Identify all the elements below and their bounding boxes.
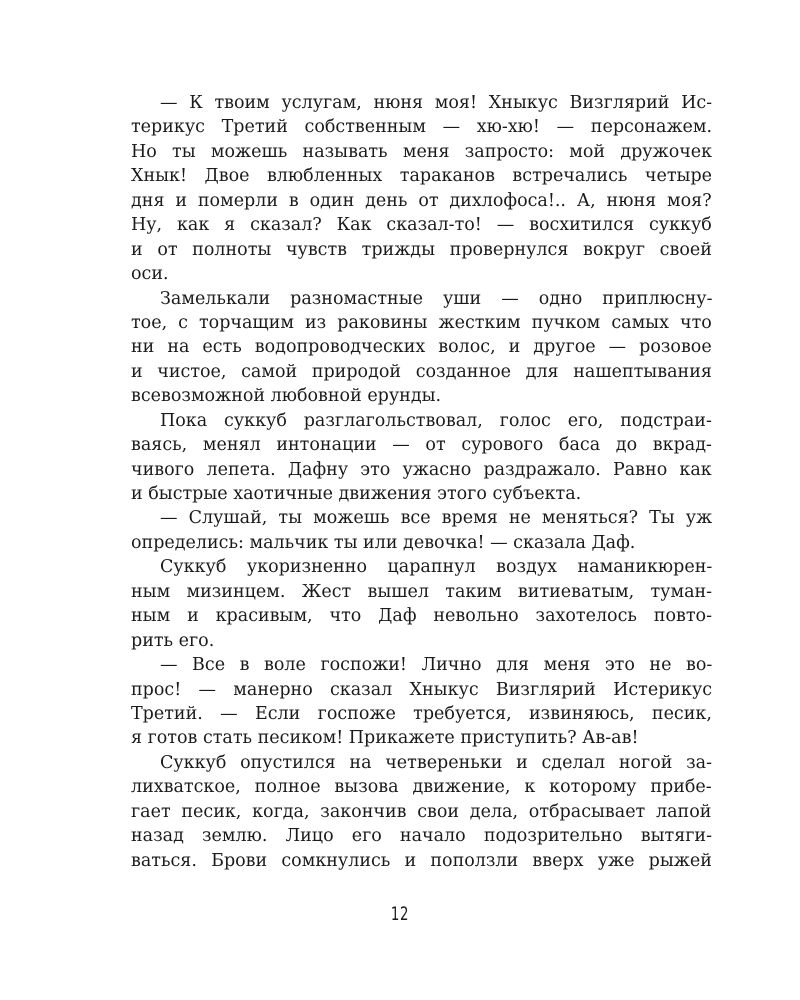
- text-line: всевозможной любовной ерунды.: [131, 386, 442, 407]
- text-line: Пока суккуб разглагольствовал, голос его, подстраи-: [160, 410, 712, 431]
- paragraph: [131, 555, 717, 653]
- page-number: 12: [390, 903, 410, 925]
- text-line: ным мизинцем. Жест вышел таким витиеватым, туман-: [131, 581, 713, 602]
- text-line: чивого лепета. Дафну это ужасно раздражало. Равно как: [131, 459, 712, 480]
- text-line: прос! — манерно сказал Хныкус Визглярий Истерикус: [131, 679, 713, 700]
- text-line: — Все в воле госпожи! Лично для меня это не во-: [160, 655, 713, 676]
- text-line: рить его.: [131, 630, 215, 651]
- text-line: Ну, как я сказал? Как сказал-то! — восхитился суккуб: [131, 215, 712, 236]
- text-line: Хнык! Двое влюбленных тараканов встречались четыре: [131, 166, 712, 187]
- text-line: ваясь, менял интонации — от сурового баса до вкрад-: [131, 435, 712, 456]
- text-line: Суккуб укоризненно царапнул воздух наманикюрен-: [160, 557, 713, 578]
- book-page-text: [131, 91, 717, 873]
- text-line: ни на есть водопроводческих волос, и другое — розовое: [131, 337, 712, 358]
- text-line: оси.: [131, 264, 169, 285]
- paragraph: [131, 506, 717, 555]
- text-line: определись: мальчик ты или девочка! — сказала Даф.: [131, 532, 636, 553]
- paragraph: [131, 751, 717, 873]
- text-line: лихватское, полное вызова движение, к которому прибе-: [131, 777, 712, 798]
- text-line: Суккуб опустился на четвереньки и сделал ногой за-: [160, 752, 712, 773]
- text-line: терикус Третий собственным — хю-хю! — персонажем.: [131, 117, 713, 138]
- paragraph: [131, 409, 717, 507]
- text-line: — Слушай, ты можешь все время не меняться? Ты уж: [160, 508, 713, 529]
- text-line: ным и красивым, что Даф невольно захотелось повто-: [131, 606, 712, 627]
- paragraph: [131, 653, 717, 751]
- text-line: Но ты можешь называть меня запросто: мой дружочек: [131, 141, 713, 162]
- text-line: Третий. — Если госпоже требуется, извиняюсь, песик,: [131, 703, 712, 724]
- text-line: Замелькали разномастные уши — одно приплюсну-: [160, 288, 713, 309]
- text-line: назад землю. Лицо его начало подозрительно вытяги-: [131, 826, 712, 847]
- text-line: — К твоим услугам, нюня моя! Хныкус Визглярий Ис-: [160, 93, 713, 113]
- text-line: я готов стать песиком! Прикажете приступить? Ав-ав!: [131, 728, 639, 749]
- paragraph: [131, 91, 717, 287]
- text-line: ваться. Брови сомкнулись и поползли вверх уже рыжей: [131, 850, 712, 871]
- text-line: и быстрые хаотичные движения этого субъекта.: [131, 484, 582, 504]
- text-line: гает песик, когда, закончив свои дела, отбрасывает лапой: [131, 801, 712, 822]
- text-line: и от полноты чувств трижды провернулся вокруг своей: [131, 239, 712, 260]
- text-line: дня и померли в один день от дихлофоса!.. А, нюня моя?: [131, 190, 712, 211]
- text-line: и чистое, самой природой созданное для нашептывания: [131, 361, 712, 382]
- paragraph: [131, 287, 717, 409]
- text-line: тое, с торчащим из раковины жестким пучком самых что: [131, 312, 712, 333]
